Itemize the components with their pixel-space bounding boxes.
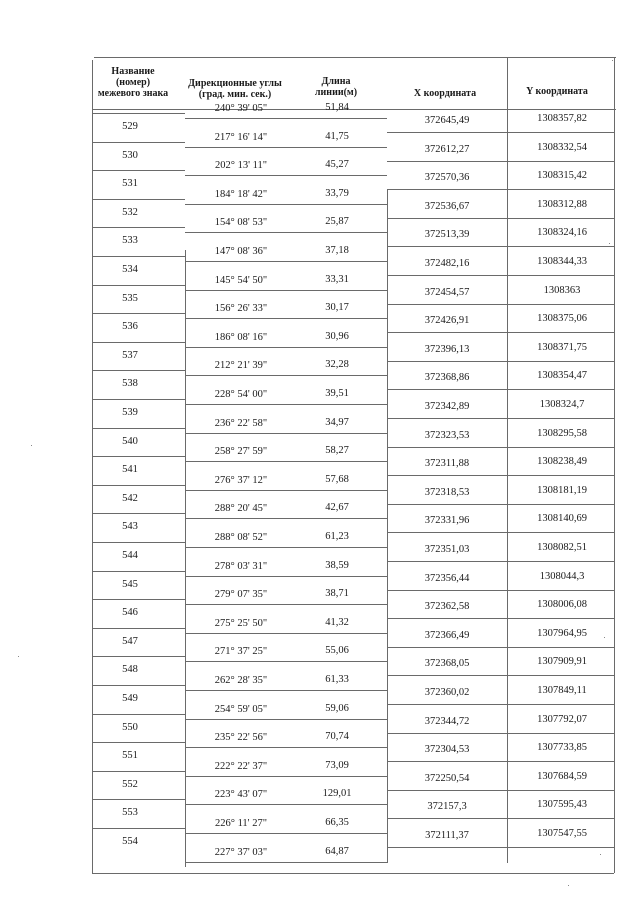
point-x-coordinate: 372351,03 [424,544,470,555]
segment-length: 30,96 [325,330,349,342]
coordinate-row-line [387,733,614,734]
point-y-coordinate: 1308375,06 [537,313,587,325]
point-x-coordinate: 372426,91 [424,315,470,327]
point-x-coordinate: 372368,05 [424,658,470,670]
segment-angle: 288° 20' 45" [214,503,268,515]
segment-row-line [185,461,387,462]
segment-row-line [185,518,387,519]
header-bottom-border [92,109,616,110]
segment-angle: 227° 37' 03" [214,846,268,858]
segment-row-line [185,833,387,834]
point-name: 554 [122,836,138,847]
point-name: 539 [122,407,138,418]
point-x-coordinate: 372362,58 [424,601,470,613]
header-name: Название (номер) межевого знака [97,66,169,99]
point-row-line [92,285,185,286]
coordinate-row-line [387,332,614,333]
table-right-border [614,57,615,873]
header-angles: Дирекционные углы (град. мин. сек.) [188,78,282,100]
segment-length: 45,27 [325,159,349,171]
point-row-line [92,456,185,457]
coordinate-row-line [387,304,614,305]
point-y-coordinate: 1307733,85 [537,742,587,754]
column-divider-length-x [387,190,388,863]
point-name: 531 [122,178,138,190]
segment-row-line [185,347,387,348]
coordinate-row-line [387,590,614,591]
point-x-coordinate: 372536,67 [424,200,470,212]
point-y-coordinate: 1308181,19 [537,484,587,496]
segment-row-line [185,318,387,319]
point-name: 547 [122,635,138,647]
point-x-coordinate: 372311,88 [424,458,470,470]
point-x-coordinate: 372344,72 [424,715,470,727]
point-row-line [92,656,185,657]
segment-length: 58,27 [325,445,349,457]
segment-row-line [185,147,387,148]
coordinate-row-line [387,132,614,133]
point-name: 553 [122,807,138,819]
point-y-coordinate: 1308371,75 [537,341,587,353]
point-x-coordinate: 372318,53 [424,486,470,498]
point-y-coordinate: 1308332,54 [537,141,587,153]
segment-angle: 276° 37' 12" [214,474,268,486]
coordinate-row-line [387,647,614,648]
segment-angle: 147° 08' 36" [214,246,268,257]
segment-length: 33,79 [325,187,349,199]
segment-length: 25,87 [325,216,349,228]
point-name: 533 [122,235,138,247]
coordinate-row-line [387,189,614,190]
point-row-line [92,513,185,514]
point-row-line [92,142,185,143]
point-x-coordinate: 372342,89 [424,401,470,412]
point-x-coordinate: 372356,44 [424,572,470,584]
point-y-coordinate: 1308295,58 [537,427,587,439]
coordinate-row-line [387,847,614,848]
coordinate-row-line [387,504,614,505]
segment-length: 42,67 [325,502,349,514]
point-y-coordinate: 1307595,43 [537,799,587,811]
point-row-line [92,685,185,686]
header-y: Y координата [526,86,588,97]
segment-row-line [185,175,387,176]
point-name: 540 [122,435,138,447]
point-x-coordinate: 372360,02 [424,687,470,698]
point-y-coordinate: 1308363 [543,284,581,296]
point-name: 541 [122,464,138,476]
point-row-line [92,399,185,400]
segment-length: 51,84 [325,102,349,113]
point-y-coordinate: 1307684,59 [537,770,587,782]
table-top-border [94,57,616,58]
segment-row-line [185,404,387,405]
point-x-coordinate: 372454,57 [424,286,470,298]
coordinate-row-line [387,818,614,819]
point-name: 544 [122,550,138,561]
point-row-line [92,313,185,314]
coordinate-row-line [387,246,614,247]
segment-row-line [185,490,387,491]
segment-length: 55,06 [325,645,349,657]
point-name: 536 [122,321,138,333]
point-name: 550 [122,721,138,733]
coordinate-row-line [387,704,614,705]
segment-angle: 288° 08' 52" [214,532,268,543]
point-y-coordinate: 1308140,69 [537,513,587,525]
point-name: 534 [122,264,138,275]
scan-speck [604,637,605,638]
segment-length: 34,97 [325,416,349,428]
point-y-coordinate: 1308354,47 [537,370,587,382]
point-y-coordinate: 1308357,82 [537,113,587,124]
point-name: 543 [122,521,138,533]
scan-speck [612,60,613,61]
header-x: X координата [413,88,477,99]
segment-row-line [185,375,387,376]
coordinate-row-line [387,618,614,619]
point-name: 552 [122,778,138,790]
point-y-coordinate: 1308238,49 [537,456,587,468]
segment-length: 38,59 [325,559,349,571]
segment-angle: 236° 22' 58" [214,417,268,429]
point-y-coordinate: 1307909,91 [537,656,587,668]
table-left-border [92,60,93,873]
segment-length: 41,75 [325,130,349,142]
point-y-coordinate: 1307792,07 [537,713,587,725]
point-name: 532 [122,206,138,218]
segment-length: 30,17 [325,302,349,314]
point-x-coordinate: 372612,27 [424,143,470,155]
segment-angle: 184° 18' 42" [214,188,268,200]
point-x-coordinate: 372513,39 [424,229,470,241]
point-y-coordinate: 1308324,16 [537,227,587,239]
segment-length: 61,23 [325,531,349,542]
point-name: 535 [122,292,138,304]
segment-angle: 217° 16' 14" [214,131,268,143]
segment-row-line [185,776,387,777]
coordinate-row-line [387,447,614,448]
segment-angle: 254° 59' 05" [214,703,268,715]
coordinate-row-line [387,561,614,562]
segment-length: 66,35 [325,817,349,828]
point-y-coordinate: 1308044,3 [539,570,585,582]
segment-row-line [185,804,387,805]
segment-row-line [185,261,387,262]
point-name: 546 [122,607,138,619]
segment-angle: 235° 22' 56" [214,732,268,744]
segment-length: 61,33 [325,674,349,685]
coordinate-row-line [387,418,614,419]
segment-angle: 278° 03' 31" [214,560,268,572]
segment-row-line [185,118,387,119]
point-row-line [92,227,185,228]
segment-row-line [185,862,387,863]
point-row-line [92,199,185,200]
point-y-coordinate: 1308315,42 [537,170,587,182]
segment-angle: 154° 08' 53" [214,217,268,229]
segment-length: 39,51 [325,388,349,399]
segment-angle: 223° 43' 07" [214,789,268,801]
point-row-line [92,799,185,800]
table-bottom-border [92,873,614,874]
coordinate-row-line [387,761,614,762]
segment-length: 38,71 [325,588,349,600]
segment-row-line [185,433,387,434]
segment-length: 37,18 [325,245,349,256]
segment-length: 32,28 [325,359,349,371]
segment-row-line [185,547,387,548]
point-row-line [92,828,185,829]
segment-row-line [185,604,387,605]
point-x-coordinate: 372368,86 [424,372,470,384]
point-row-line [92,628,185,629]
segment-row-line [185,576,387,577]
point-name: 542 [122,492,138,504]
coordinate-row-line [387,675,614,676]
segment-angle: 258° 27' 59" [214,446,268,458]
segment-length: 41,32 [325,616,349,628]
point-name: 545 [122,578,138,590]
point-x-coordinate: 372331,96 [424,515,470,527]
coordinate-row-line [387,475,614,476]
point-y-coordinate: 1307547,55 [537,828,587,839]
point-x-coordinate: 372323,53 [424,429,470,441]
point-x-coordinate: 372157,3 [427,801,467,813]
point-name: 549 [122,693,138,704]
segment-angle: 275° 25' 50" [214,617,268,629]
point-row-line [92,742,185,743]
point-x-coordinate: 372366,49 [424,629,470,641]
segment-angle: 222° 22' 37" [214,760,268,772]
coordinate-row-line [387,389,614,390]
point-name: 537 [122,349,138,361]
point-x-coordinate: 372396,13 [424,343,470,355]
segment-row-line [185,719,387,720]
segment-row-line [185,232,387,233]
point-y-coordinate: 1308006,08 [537,599,587,611]
point-y-coordinate: 1307849,11 [537,685,587,696]
header-length: Длина линии(м) [314,76,358,98]
scan-speck [31,445,32,446]
point-name: 548 [122,664,138,676]
coordinate-row-line [387,532,614,533]
point-x-coordinate: 372111,37 [425,830,469,841]
point-x-coordinate: 372250,54 [424,772,470,784]
segment-row-line [185,633,387,634]
segment-length: 129,01 [322,788,352,800]
coordinate-row-line [387,218,614,219]
point-x-coordinate: 372570,36 [424,172,470,184]
coordinate-row-line [387,275,614,276]
point-row-line [92,571,185,572]
segment-length: 57,68 [325,473,349,485]
point-row-line [92,256,185,257]
point-row-line [92,599,185,600]
segment-angle: 212° 21' 39" [214,360,268,372]
segment-length: 64,87 [325,845,349,857]
segment-length: 59,06 [325,702,349,714]
segment-row-line [185,747,387,748]
point-row-line [92,714,185,715]
point-name: 538 [122,378,138,390]
point-y-coordinate: 1308082,51 [537,542,587,553]
point-row-line [92,542,185,543]
point-x-coordinate: 372304,53 [424,744,470,756]
point-name: 551 [122,750,138,762]
column-divider-x-y [507,57,508,863]
point-y-coordinate: 1307964,95 [537,627,587,639]
segment-angle: 262° 28' 35" [214,675,268,686]
point-y-coordinate: 1308344,33 [537,256,587,267]
segment-length: 70,74 [325,731,349,743]
scan-speck [568,885,569,886]
segment-angle: 271° 37' 25" [214,646,268,658]
scan-speck [18,656,19,657]
coordinate-row-line [387,361,614,362]
point-row-line [92,342,185,343]
point-row-line [92,771,185,772]
segment-angle: 279° 07' 35" [214,589,268,601]
segment-row-line [185,204,387,205]
segment-row-line [185,290,387,291]
point-row-line [92,428,185,429]
segment-angle: 228° 54' 00" [214,389,268,400]
segment-angle: 145° 54' 50" [214,274,268,286]
point-row-line [92,170,185,171]
segment-length: 33,31 [325,273,349,285]
scan-speck [600,854,601,855]
coordinate-row-line [387,161,614,162]
segment-angle: 226° 11' 27" [215,818,267,829]
scan-speck [609,243,610,244]
point-name: 529 [122,121,138,132]
column-divider-name-angle [185,250,186,867]
segment-row-line [185,661,387,662]
point-name: 530 [122,149,138,161]
segment-angle: 202° 13' 11" [215,160,267,172]
segment-row-line [185,690,387,691]
coordinate-row-line [387,790,614,791]
segment-angle: 186° 08' 16" [214,331,268,343]
point-row-line [92,113,185,114]
point-y-coordinate: 1308324,7 [539,399,585,410]
point-x-coordinate: 372482,16 [424,258,470,269]
segment-angle: 240° 39' 05" [214,103,268,114]
segment-length: 73,09 [325,759,349,771]
point-row-line [92,370,185,371]
segment-angle: 156° 26' 33" [214,303,268,315]
point-row-line [92,485,185,486]
point-y-coordinate: 1308312,88 [537,198,587,210]
point-x-coordinate: 372645,49 [424,115,470,126]
